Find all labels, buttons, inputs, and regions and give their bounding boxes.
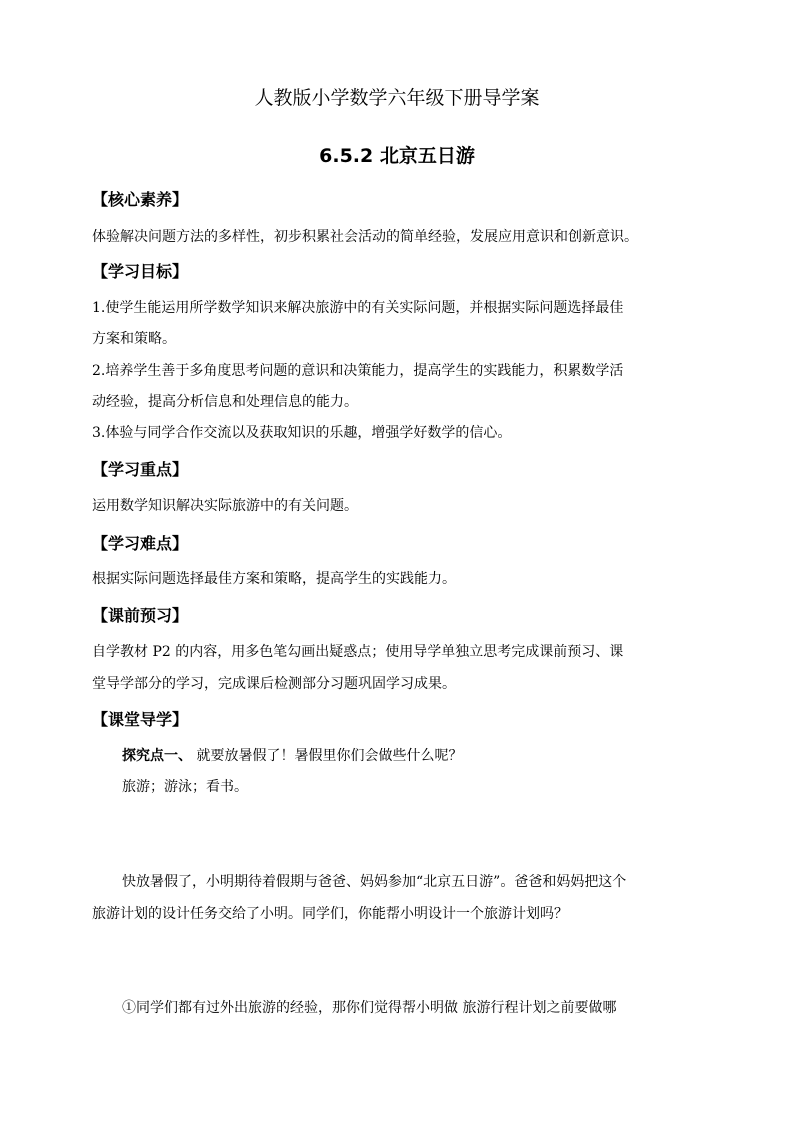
scenario-line-2: 旅游计划的设计任务交给了小明。同学们，你能帮小明设计一个旅游计划吗？ xyxy=(92,906,568,922)
preview-line-1: 自学教材 P2 的内容，用多色笔勾画出疑惑点；使用导学单独立思考完成课前预习、课 xyxy=(92,644,624,660)
heading-preview: 【课前预习】 xyxy=(92,606,189,625)
scenario-line-1: 快放暑假了，小明期待着假期与爸爸、妈妈参加“北京五日游”。爸爸和妈妈把这个 xyxy=(122,874,627,890)
goal-2-line-1: 2.培养学生善于多角度思考问题的意识和决策能力，提高学生的实践能力，积累数学活 xyxy=(92,363,624,379)
document-title: 人教版小学数学六年级下册导学案 xyxy=(254,87,540,109)
goal-1-line-2: 方案和策略。 xyxy=(92,331,176,347)
heading-core-literacy: 【核心素养】 xyxy=(92,190,189,209)
heading-key-points: 【学习重点】 xyxy=(92,460,189,479)
lesson-title: 6.5.2 北京五日游 xyxy=(319,145,475,167)
core-literacy-text: 体验解决问题方法的多样性，初步积累社会活动的简单经验，发展应用意识和创新意识。 xyxy=(92,229,638,245)
key-points-text: 运用数学知识解决实际旅游中的有关问题。 xyxy=(92,498,358,514)
goal-1-line-1: 1.使学生能运用所学数学知识来解决旅游中的有关实际问题，并根据实际问题选择最佳 xyxy=(92,300,624,316)
exploration-point-question: 就要放暑假了！暑假里你们会做些什么呢？ xyxy=(192,748,463,764)
difficulties-text: 根据实际问题选择最佳方案和策略，提高学生的实践能力。 xyxy=(92,571,456,587)
question-1-line-1: ①同学们都有过外出旅游的经验，那你们觉得帮小明做 旅游行程计划之前要做哪 xyxy=(122,1000,617,1016)
heading-guided-learning: 【课堂导学】 xyxy=(92,710,189,729)
heading-learning-goals: 【学习目标】 xyxy=(92,262,189,281)
preview-line-2: 堂导学部分的学习，完成课后检测部分习题巩固学习成果。 xyxy=(92,676,456,692)
exploration-point-label: 探究点一、 xyxy=(122,748,192,764)
exploration-point-1 xyxy=(122,746,462,766)
exploration-answer: 旅游；游泳；看书。 xyxy=(122,779,248,795)
goal-2-line-2: 动经验，提高分析信息和处理信息的能力。 xyxy=(92,394,358,410)
goal-3: 3.体验与同学合作交流以及获取知识的乐趣，增强学好数学的信心。 xyxy=(92,425,512,441)
heading-difficulties: 【学习难点】 xyxy=(92,534,189,553)
